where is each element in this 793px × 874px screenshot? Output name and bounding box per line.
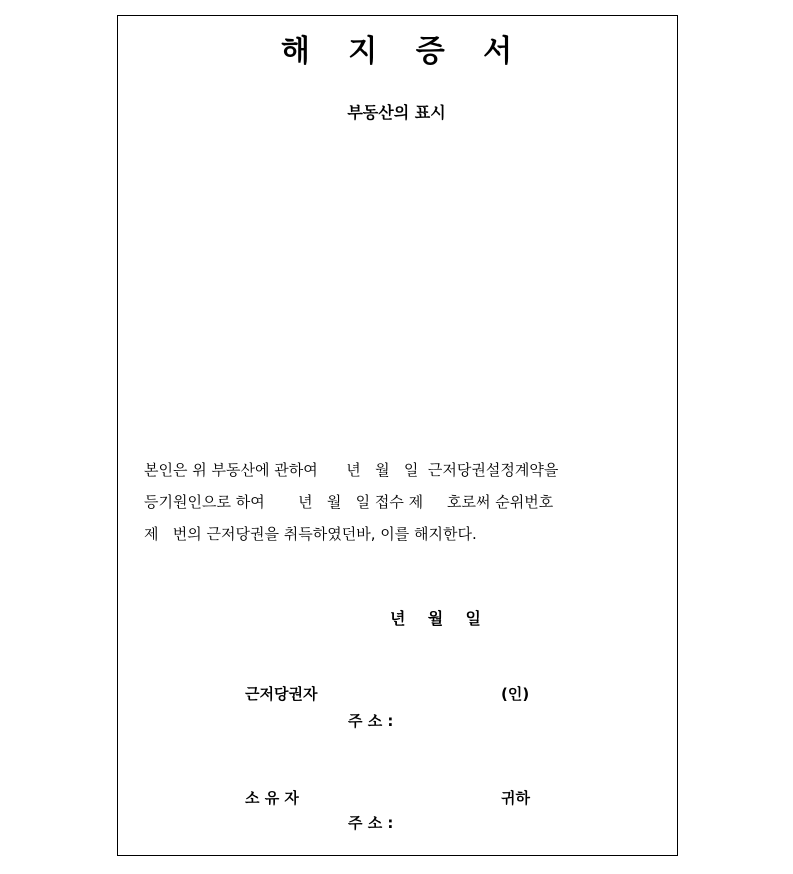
document-frame bbox=[117, 15, 678, 856]
mortgagee-label: 근저당권자 bbox=[245, 685, 318, 703]
body-line-2: 등기원인으로 하여 년 월 일 접수 제 호로써 순위번호 bbox=[144, 493, 554, 511]
signing-date: 년 월 일 bbox=[390, 609, 481, 628]
seal-mark: (인) bbox=[501, 685, 530, 703]
honorific-label: 귀하 bbox=[501, 789, 530, 807]
property-heading: 부동산의 표시 bbox=[347, 103, 446, 122]
owner-address-label: 주 소 : bbox=[348, 814, 394, 832]
body-line-3: 제 번의 근저당권을 취득하였던바, 이를 해지한다. bbox=[144, 525, 477, 543]
owner-label: 소 유 자 bbox=[245, 789, 299, 807]
document-title: 해 지 증 서 bbox=[280, 34, 527, 69]
mortgagee-address-label: 주 소 : bbox=[348, 712, 394, 730]
body-line-1: 본인은 위 부동산에 관하여 년 월 일 근저당권설정계약을 bbox=[144, 461, 559, 479]
